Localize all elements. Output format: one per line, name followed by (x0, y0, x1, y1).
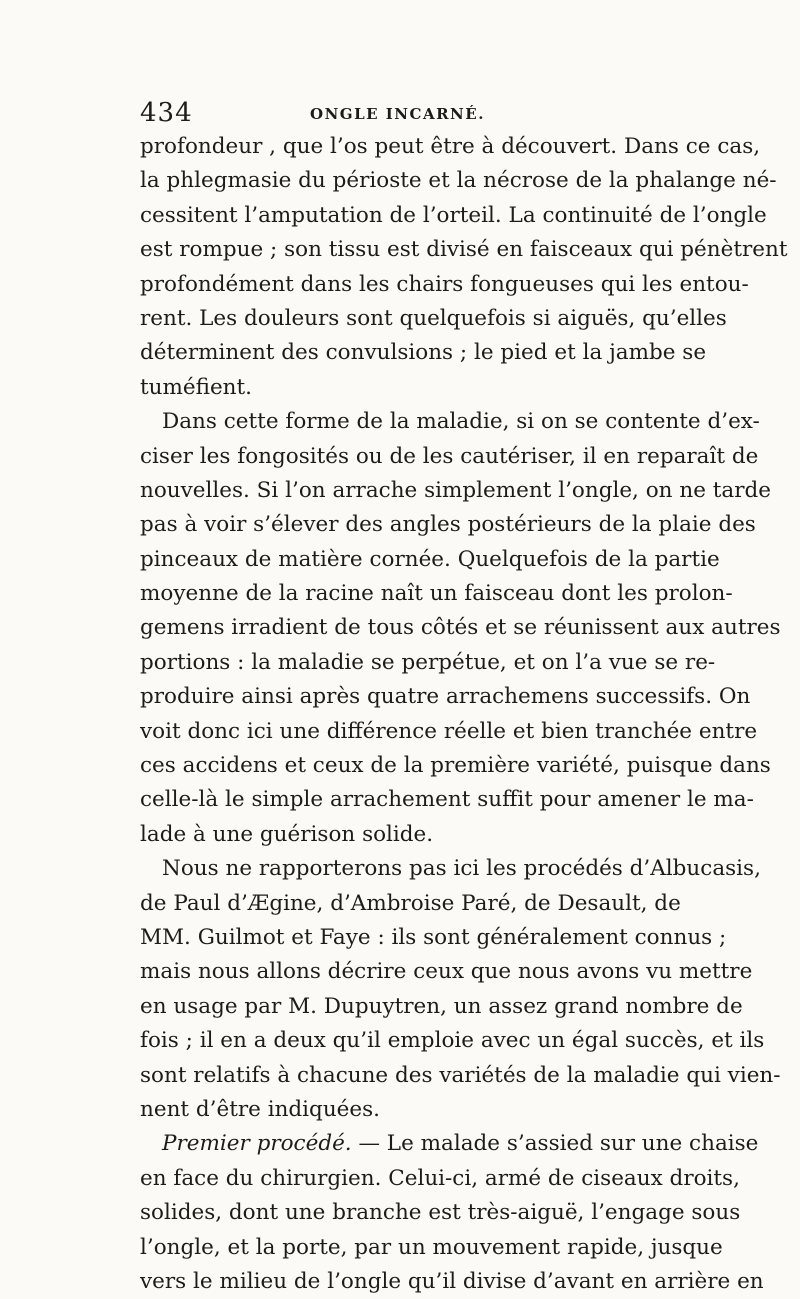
text-fragment: — Le malade s’assied sur une chaise (351, 1131, 759, 1157)
text-line: gemens irradient de tous côtés et se réunissent aux autres (140, 615, 781, 641)
text-line: pinceaux de matière cornée. Quelquefois de la partie (140, 546, 720, 572)
text-line: la phlegmasie du périoste et la nécrose de la phalange né- (140, 168, 777, 194)
text-line: moyenne de la racine naît un faisceau dont les prolon- (140, 581, 733, 607)
text-line: en face du chirurgien. Celui-ci, armé de ciseaux droits, (140, 1165, 740, 1191)
text-line: nent d’être indiquées. (140, 1096, 380, 1122)
text-line: mais nous allons décrire ceux que nous avons vu mettre (140, 959, 753, 985)
text-line: Nous ne rapporterons pas ici les procédés d’Albucasis, (162, 856, 761, 882)
text-line: nouvelles. Si l’on arrache simplement l’ongle, on ne tarde (140, 477, 771, 503)
paragraph (140, 1127, 764, 1299)
paragraph (140, 405, 781, 852)
text-line: rent. Les douleurs sont quelquefois si aiguës, qu’elles (140, 305, 727, 331)
page-header (140, 96, 660, 130)
text-line: solides, dont une branche est très-aiguë, l’engage sous (140, 1200, 741, 1226)
text-line: cessitent l’amputation de l’orteil. La continuité de l’ongle (140, 202, 767, 228)
text-line: Dans cette forme de la maladie, si on se contente d’ex- (162, 409, 760, 435)
text-line: en usage par M. Dupuytren, un assez grand nombre de (140, 993, 743, 1019)
text-line: ciser les fongosités ou de les cautériser, il en reparaît de (140, 443, 759, 469)
text-line: l’ongle, et la porte, par un mouvement rapide, jusque (140, 1234, 723, 1260)
text-line: lade à une guérison solide. (140, 821, 434, 847)
text-line: voit donc ici une différence réelle et bien tranchée entre (140, 718, 758, 744)
text-line: produire ainsi après quatre arrachemens successifs. On (140, 684, 751, 710)
paragraph (140, 130, 788, 405)
running-title: ONGLE INCARNÉ. (310, 105, 485, 123)
text-line: celle-là le simple arrachement suffit pour amener le ma- (140, 787, 754, 813)
text-line: pas à voir s’élever des angles postérieurs de la plaie des (140, 512, 756, 538)
body-text (140, 130, 788, 1299)
text-line: est rompue ; son tissu est divisé en faisceaux qui pénètrent (140, 237, 788, 263)
page-number: 434 (140, 98, 193, 128)
paragraph (140, 852, 781, 1127)
text-line: ces accidens et ceux de la première variété, puisque dans (140, 753, 771, 779)
text-line (140, 1127, 759, 1161)
procedure-heading: Premier procédé. (162, 1131, 352, 1157)
text-line: tuméfient. (140, 374, 252, 400)
text-line: déterminent des convulsions ; le pied et la jambe se (140, 340, 707, 366)
text-line: profondément dans les chairs fongueuses qui les entou- (140, 271, 749, 297)
text-line: sont relatifs à chacune des variétés de la maladie qui vien- (140, 1062, 781, 1088)
text-line: MM. Guilmot et Faye : ils sont généralement connus ; (140, 924, 727, 950)
text-line: fois ; il en a deux qu’il emploie avec un égal succès, et ils (140, 1028, 765, 1054)
text-line: portions : la maladie se perpétue, et on l’a vue se re- (140, 649, 716, 675)
text-line: vers le milieu de l’ongle qu’il divise d’avant en arrière en (140, 1268, 764, 1294)
text-line: profondeur , que l’os peut être à découvert. Dans ce cas, (140, 134, 761, 159)
text-line: de Paul d’Ægine, d’Ambroise Paré, de Desault, de (140, 890, 681, 916)
